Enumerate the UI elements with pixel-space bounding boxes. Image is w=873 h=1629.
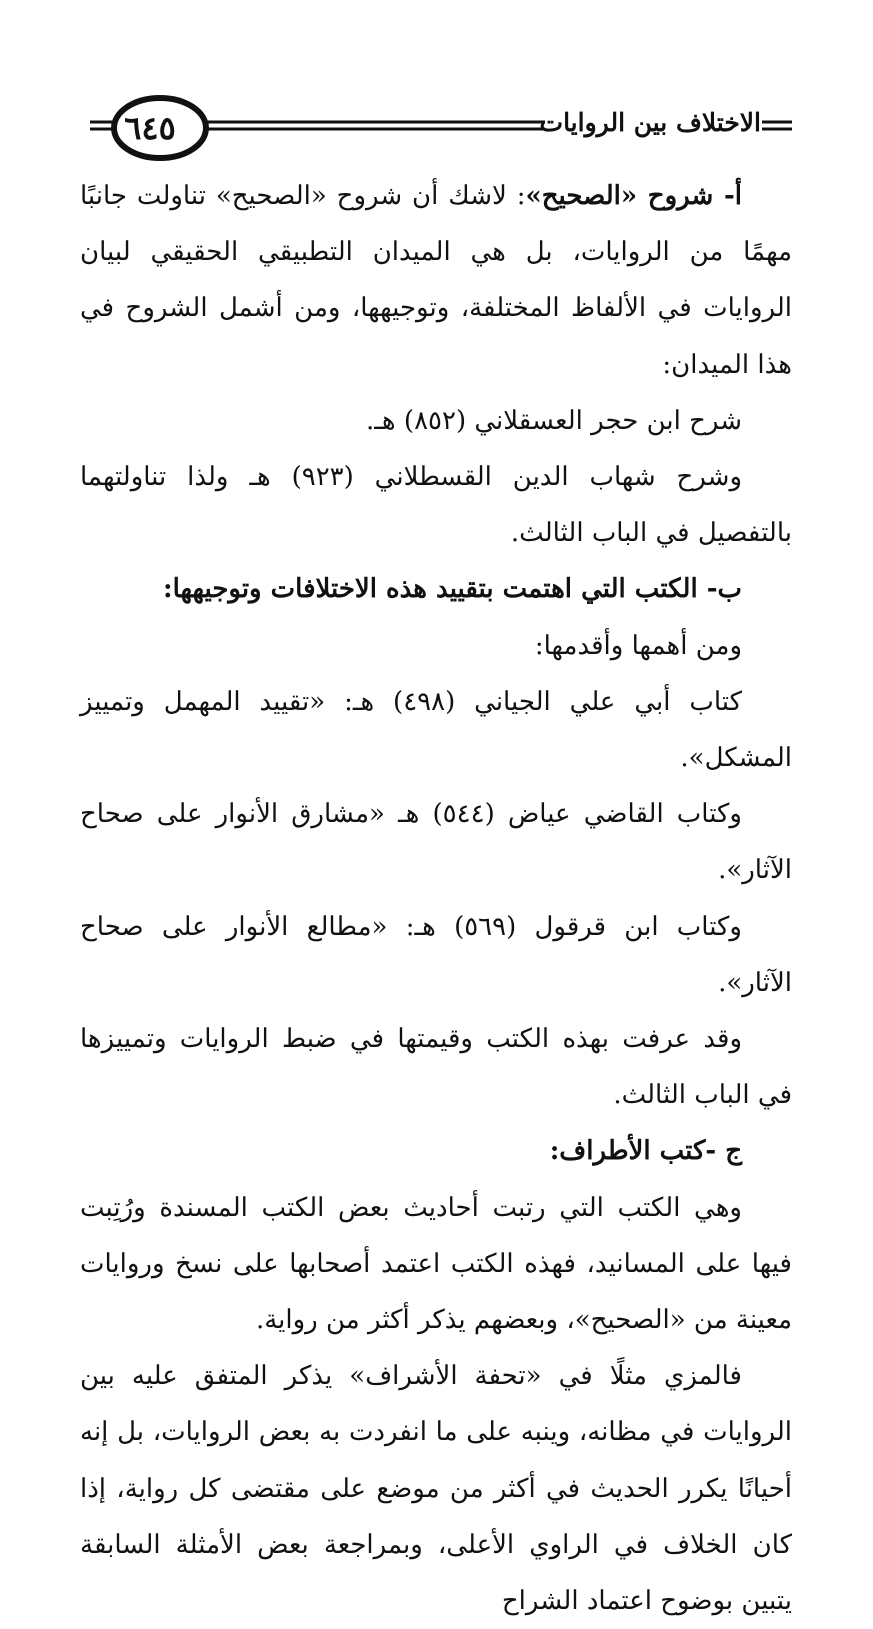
paragraph: فالمزي مثلًا في «تحفة الأشراف» يذكر المتفق عليه بين الروايات في مظانه، وينبه على ما انفردت به بعض الروايات، بل إنه أحيانًا يكرر الحديث في أكثر من موضع على مقتضى كل رواية، إذا كان الخلاف في الراوي الأعلى، وبمراجعة بعض الأمثلة السابقة يتبين بوضوح اعتماد الشراح [80, 1361, 792, 1617]
paragraph-text: : لاشك أن شروح «الصحيح» تناولت جانبًا مهمًا من الروايات، بل هي الميدان التطبيقي الحقيقي لبيان الروايات في الألفاظ المختلفة، وتوجيهها، ومن أشمل الشروح في هذا الميدان: [80, 181, 792, 380]
running-title: الاختلاف بين الروايات [539, 108, 761, 137]
paragraph: وكتاب ابن قرقول (٥٦٩) هـ: «مطالع الأنوار على صحاح الآثار». [80, 911, 792, 998]
paragraph: شرح ابن حجر العسقلاني (٨٥٢) هـ. [366, 405, 742, 436]
paragraph: كتاب أبي علي الجياني (٤٩٨) هـ: «تقييد المهمل وتمييز المشكل». [80, 686, 792, 774]
paragraph: وهي الكتب التي رتبت أحاديث بعض الكتب المسندة ورُتِبت فيها على المسانيد، فهذه الكتب اعتمد أصحابها على نسخ وروايات معينة من «الصحيح»، وبعضهم يذكر أكثر من رواية. [80, 1192, 792, 1336]
section-heading-c: ج -كتب الأطراف: [549, 1136, 742, 1167]
paragraph: وقد عرفت بهذه الكتب وقيمتها في ضبط الروايات وتمييزها في الباب الثالث. [80, 1024, 792, 1111]
paragraph: وشرح شهاب الدين القسطلاني (٩٢٣) هـ ولذا تناولتهما بالتفصيل في الباب الثالث. [80, 462, 792, 549]
paragraph: وكتاب القاضي عياض (٥٤٤) هـ «مشارق الأنوار على صحاح الآثار». [80, 799, 792, 886]
paragraph: ومن أهمها وأقدمها: [534, 630, 742, 661]
page-header [0, 90, 873, 170]
section-heading-b: ب- الكتب التي اهتمت بتقييد هذه الاختلافات وتوجيهها: [162, 574, 742, 605]
page-body [80, 168, 792, 1629]
section-label-a: أ- شروح «الصحيح» [525, 181, 742, 211]
paragraph-a [80, 168, 792, 393]
page-number: ٦٤٥ [124, 109, 176, 147]
